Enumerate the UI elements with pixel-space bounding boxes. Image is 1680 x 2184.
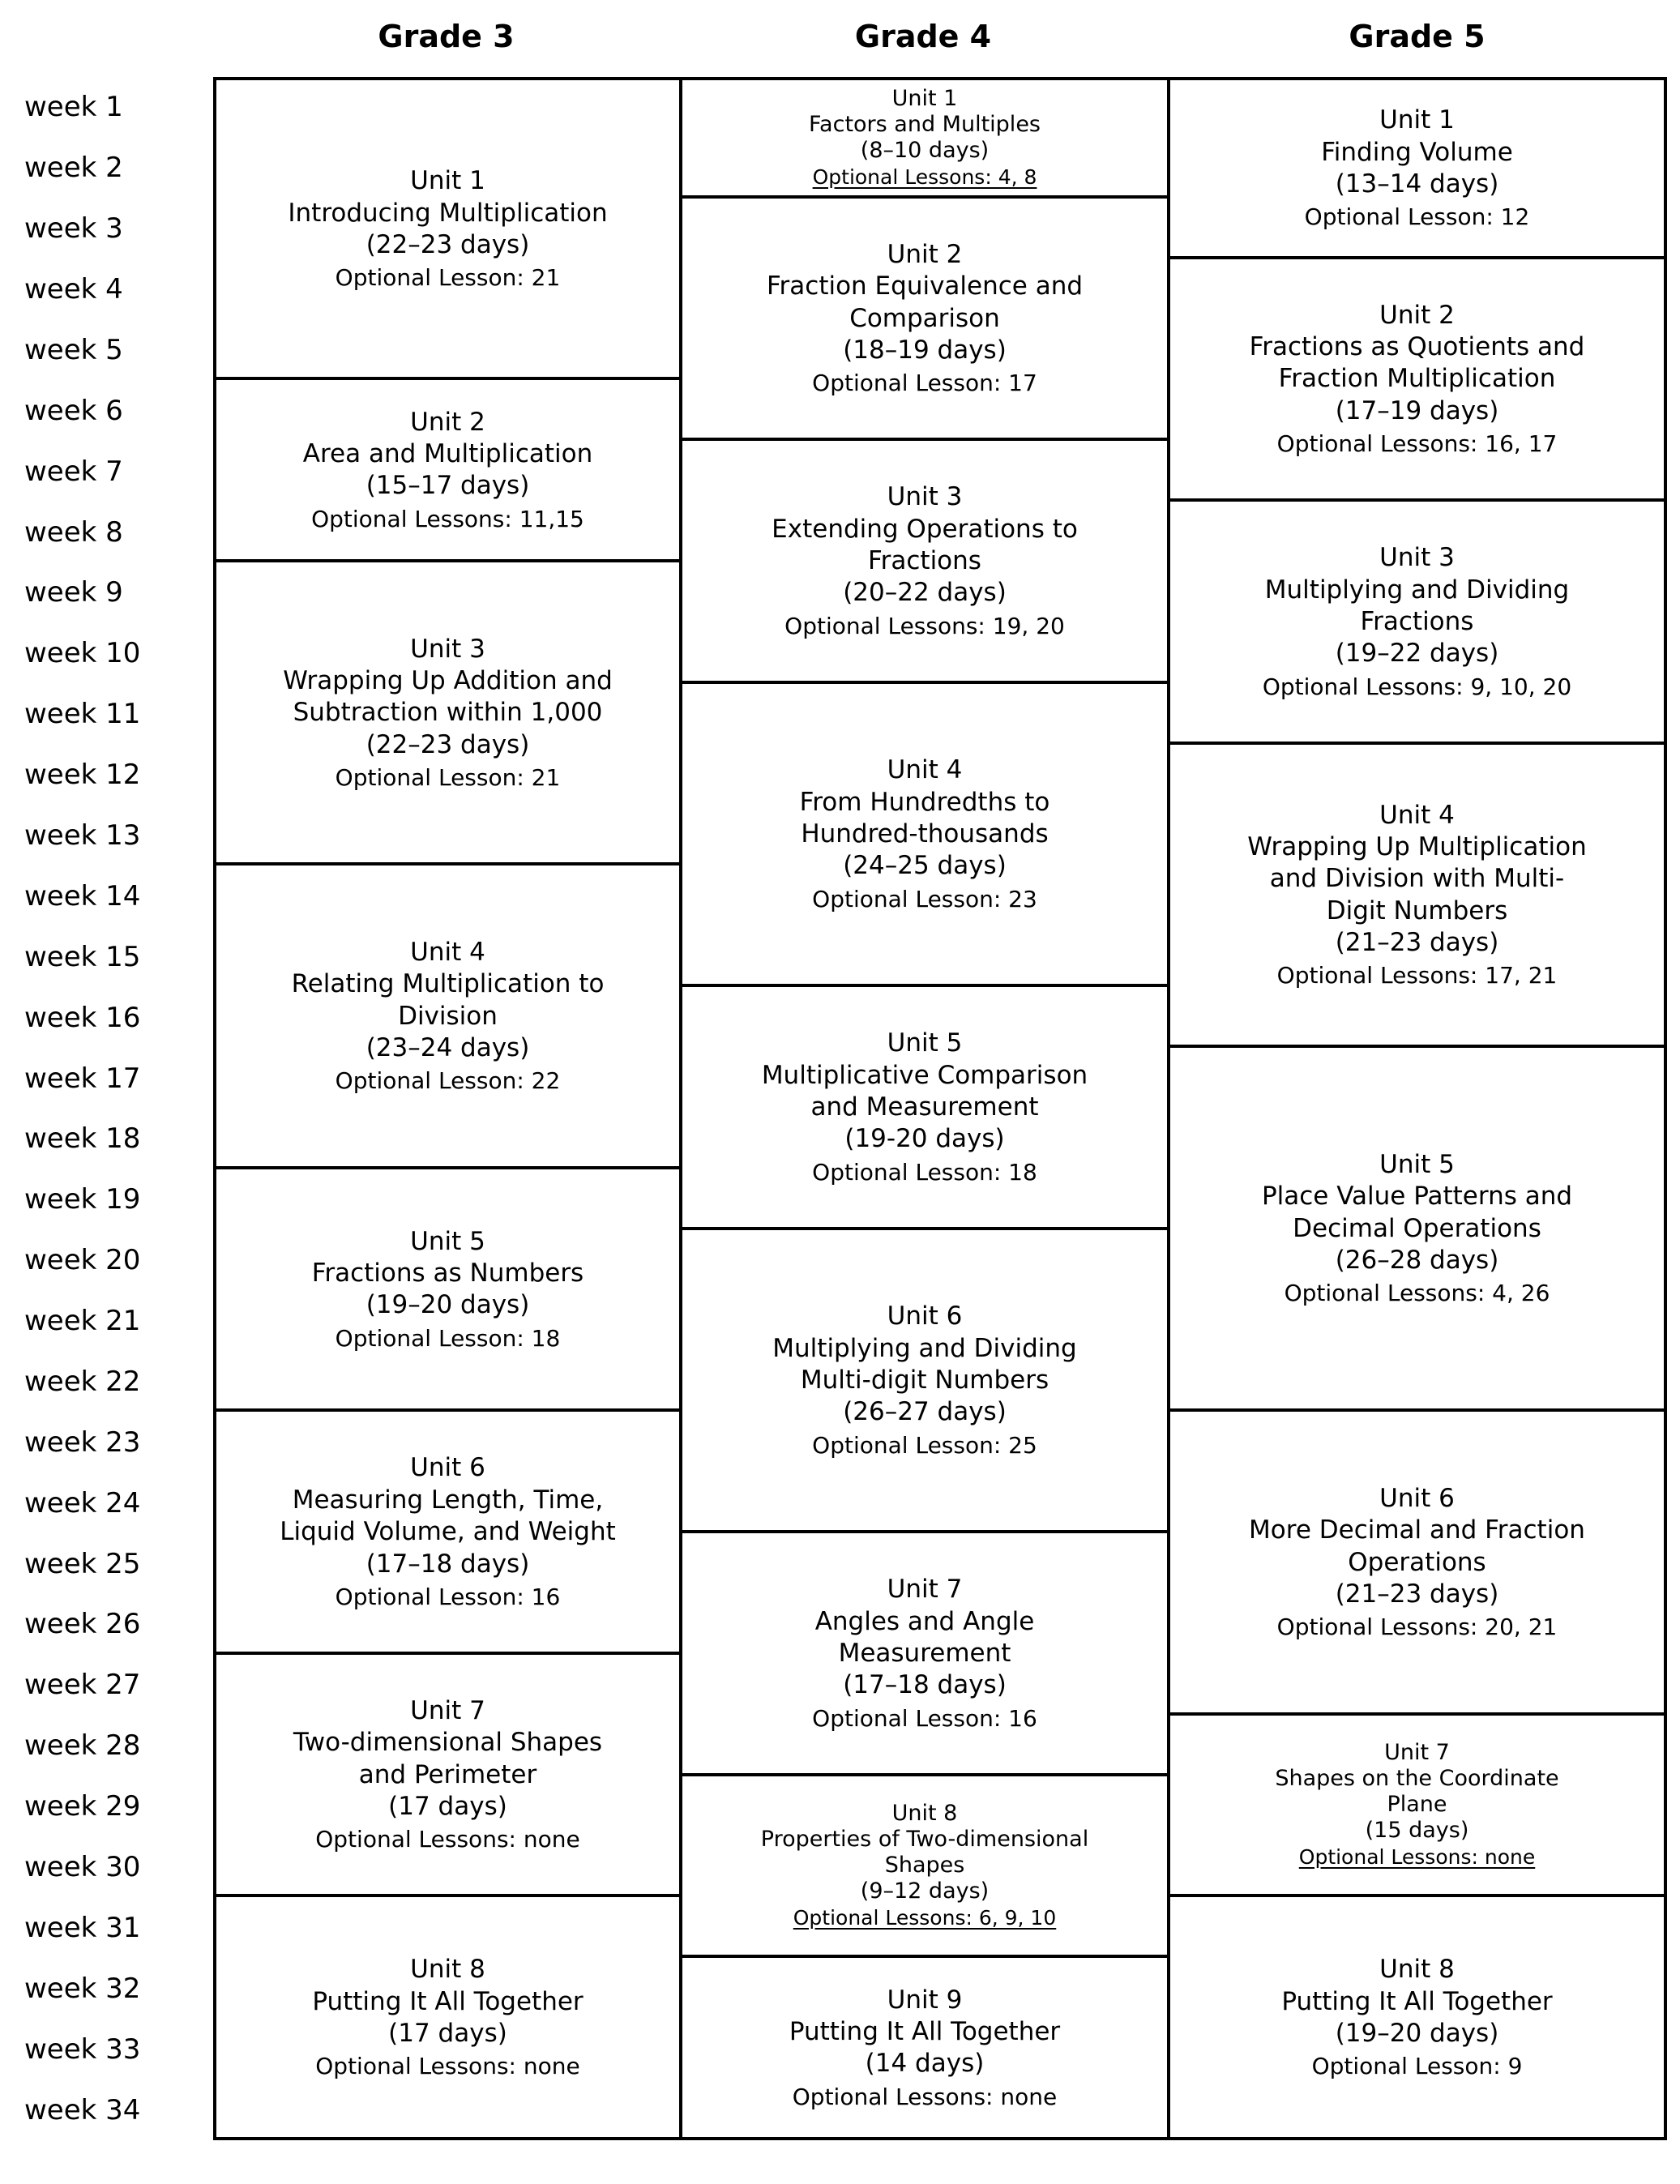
unit-optional-lessons: Optional Lesson: 25 [812, 1431, 1037, 1459]
unit-optional-lessons: Optional Lessons: 6, 9, 10 [793, 1905, 1057, 1930]
unit-cell [1167, 1412, 1667, 1715]
unit-optional-lessons: Optional Lesson: 17 [812, 370, 1037, 397]
unit-text-line: From Hundredths to [799, 787, 1050, 817]
grade-header: Grade 4 [854, 18, 992, 54]
week-label: week 2 [24, 152, 123, 185]
unit-optional-lessons: Optional Lessons: none [315, 1826, 580, 1853]
unit-optional-lessons: Optional Lessons: 4, 26 [1284, 1280, 1550, 1307]
unit-text-line: (15–17 days) [365, 471, 530, 501]
unit-text-line: Fraction Multiplication [1278, 364, 1556, 394]
unit-optional-lessons: Optional Lesson: 18 [812, 1158, 1037, 1186]
unit-text-line: (13–14 days) [1335, 169, 1499, 199]
unit-number-line: Unit 6 [887, 1301, 963, 1331]
unit-text-line: Area and Multiplication [302, 439, 593, 469]
unit-text-line: Two-dimensional Shapes [293, 1728, 603, 1758]
unit-text-line: Fractions [868, 546, 981, 576]
unit-cell [213, 1655, 679, 1898]
unit-text-line: Factors and Multiples [809, 111, 1041, 137]
grade-header: Grade 3 [378, 18, 515, 54]
week-label: week 6 [24, 394, 123, 427]
unit-cell [1167, 77, 1667, 259]
unit-cell [213, 562, 679, 865]
grade-header: Grade 5 [1349, 18, 1485, 54]
unit-text-line: and Measurement [810, 1092, 1039, 1122]
unit-text-line: Putting It All Together [312, 1986, 584, 2016]
unit-optional-lessons: Optional Lesson: 12 [1304, 203, 1530, 231]
unit-text-line: (18–19 days) [843, 335, 1007, 365]
week-label: week 7 [24, 455, 123, 488]
week-label: week 33 [24, 2032, 141, 2066]
unit-text-line: Shapes [884, 1852, 965, 1878]
unit-cell [1167, 1897, 1667, 2140]
unit-cell [679, 1776, 1167, 1959]
unit-text-line: Division [398, 1001, 498, 1031]
week-label: week 30 [24, 1851, 141, 1884]
unit-cell [1167, 1716, 1667, 1898]
unit-text-line: Multiplying and Dividing [772, 1333, 1077, 1363]
unit-text-line: (19–20 days) [365, 1290, 530, 1320]
unit-cell [213, 1412, 679, 1655]
week-label: week 25 [24, 1547, 141, 1580]
unit-text-line: (21–23 days) [1335, 1579, 1499, 1609]
unit-cell [679, 1533, 1167, 1776]
week-label: week 22 [24, 1365, 141, 1398]
unit-number-line: Unit 9 [887, 1985, 963, 2015]
week-label: week 11 [24, 698, 141, 731]
week-label: week 13 [24, 819, 141, 853]
unit-number-line: Unit 8 [891, 1801, 958, 1827]
unit-number-line: Unit 2 [410, 407, 485, 437]
unit-text-line: Fractions as Numbers [311, 1258, 584, 1288]
unit-text-line: Hundred-thousands [801, 819, 1049, 849]
week-label: week 27 [24, 1669, 141, 1702]
unit-text-line: (15 days) [1365, 1817, 1469, 1843]
unit-number-line: Unit 2 [1379, 300, 1455, 330]
unit-text-line: and Division with Multi- [1269, 864, 1565, 894]
unit-text-line: Finding Volume [1321, 137, 1513, 167]
unit-optional-lessons: Optional Lessons: 19, 20 [784, 612, 1065, 639]
unit-number-line: Unit 7 [410, 1695, 485, 1725]
unit-text-line: (8–10 days) [860, 137, 990, 163]
week-label: week 17 [24, 1062, 141, 1095]
unit-text-line: Introducing Multiplication [288, 198, 608, 228]
unit-text-line: Extending Operations to [772, 514, 1078, 544]
unit-text-line: (20–22 days) [843, 578, 1007, 608]
week-label: week 5 [24, 333, 123, 366]
unit-text-line: Multiplying and Dividing [1264, 575, 1570, 605]
unit-text-line: (14 days) [865, 2049, 985, 2079]
unit-text-line: (19–22 days) [1335, 639, 1499, 669]
unit-number-line: Unit 5 [1379, 1150, 1455, 1180]
unit-optional-lessons: Optional Lessons: 20, 21 [1276, 1613, 1558, 1641]
unit-text-line: (24–25 days) [843, 851, 1007, 881]
unit-text-line: (17 days) [388, 2018, 507, 2048]
unit-text-line: Place Value Patterns and [1261, 1182, 1573, 1212]
week-label: week 18 [24, 1122, 141, 1156]
unit-text-line: Subtraction within 1,000 [293, 698, 603, 728]
unit-text-line: Measurement [838, 1638, 1011, 1668]
week-label: week 26 [24, 1608, 141, 1641]
unit-text-line: Putting It All Together [1281, 1986, 1553, 2016]
unit-number-line: Unit 4 [410, 937, 485, 967]
unit-text-line: (26–27 days) [843, 1397, 1007, 1427]
unit-text-line: More Decimal and Fraction [1249, 1515, 1585, 1545]
unit-optional-lessons: Optional Lesson: 9 [1311, 2053, 1523, 2080]
unit-number-line: Unit 1 [891, 85, 958, 111]
unit-text-line: Multiplicative Comparison [761, 1060, 1088, 1090]
unit-text-line: Measuring Length, Time, [292, 1485, 604, 1515]
week-label: week 10 [24, 637, 141, 670]
unit-number-line: Unit 6 [1379, 1483, 1455, 1513]
unit-text-line: (19–20 days) [1335, 2018, 1499, 2048]
unit-text-line: Liquid Volume, and Weight [280, 1517, 616, 1547]
unit-text-line: (22–23 days) [365, 729, 530, 759]
week-label: week 24 [24, 1486, 141, 1519]
unit-number-line: Unit 1 [1379, 105, 1455, 135]
week-label: week 12 [24, 759, 141, 792]
unit-optional-lessons: Optional Lessons: 9, 10, 20 [1262, 673, 1572, 700]
unit-cell [213, 77, 679, 380]
unit-text-line: (17–18 days) [365, 1549, 530, 1579]
unit-optional-lessons: Optional Lessons: 11,15 [311, 505, 584, 532]
week-label: week 3 [24, 212, 123, 246]
unit-optional-lessons: Optional Lessons: none [792, 2083, 1058, 2110]
unit-text-line: Operations [1348, 1547, 1486, 1577]
unit-number-line: Unit 5 [410, 1226, 485, 1256]
week-label: week 29 [24, 1790, 141, 1823]
unit-text-line: Properties of Two-dimensional [760, 1827, 1089, 1853]
unit-text-line: Digit Numbers [1326, 895, 1508, 925]
unit-number-line: Unit 3 [410, 634, 485, 664]
week-label: week 15 [24, 940, 141, 973]
unit-text-line: Plane [1387, 1792, 1447, 1818]
week-label: week 19 [24, 1183, 141, 1216]
unit-cell [679, 199, 1167, 442]
unit-cell [1167, 259, 1667, 502]
week-label: week 16 [24, 1001, 141, 1034]
unit-text-line: Decimal Operations [1293, 1213, 1541, 1243]
unit-number-line: Unit 2 [887, 239, 963, 269]
unit-number-line: Unit 4 [887, 755, 963, 785]
unit-number-line: Unit 4 [1379, 800, 1455, 830]
unit-text-line: Multi-digit Numbers [800, 1365, 1049, 1395]
week-label: week 14 [24, 879, 141, 912]
unit-optional-lessons: Optional Lessons: none [1298, 1844, 1536, 1869]
unit-number-line: Unit 1 [410, 166, 485, 196]
week-label: week 8 [24, 515, 123, 549]
unit-cell [1167, 502, 1667, 745]
unit-optional-lessons: Optional Lesson: 16 [812, 1704, 1037, 1732]
unit-number-line: Unit 6 [410, 1453, 485, 1483]
week-label: week 4 [24, 273, 123, 306]
unit-optional-lessons: Optional Lessons: 16, 17 [1276, 430, 1558, 458]
week-label: week 23 [24, 1425, 141, 1459]
unit-text-line: (17 days) [388, 1792, 507, 1822]
unit-optional-lessons: Optional Lesson: 22 [335, 1067, 561, 1095]
week-label: week 20 [24, 1244, 141, 1277]
unit-number-line: Unit 8 [1379, 1955, 1455, 1985]
unit-text-line: Fractions as Quotients and [1249, 332, 1585, 362]
unit-text-line: Wrapping Up Multiplication [1247, 831, 1587, 861]
week-label: week 9 [24, 576, 123, 609]
unit-text-line: and Perimeter [358, 1759, 537, 1789]
unit-text-line: Fraction Equivalence and [766, 271, 1084, 301]
unit-number-line: Unit 7 [887, 1575, 963, 1605]
unit-optional-lessons: Optional Lessons: 4, 8 [812, 165, 1037, 189]
week-label: week 34 [24, 2093, 141, 2126]
unit-text-line: Angles and Angle [814, 1606, 1035, 1636]
unit-text-line: Fractions [1360, 606, 1474, 636]
unit-cell [679, 684, 1167, 987]
unit-optional-lessons: Optional Lesson: 18 [335, 1324, 561, 1352]
unit-optional-lessons: Optional Lesson: 23 [812, 885, 1037, 912]
unit-number-line: Unit 5 [887, 1028, 963, 1058]
unit-cell [1167, 1048, 1667, 1412]
unit-text-line: (17–18 days) [843, 1670, 1007, 1700]
unit-cell [1167, 745, 1667, 1048]
unit-text-line: (22–23 days) [365, 229, 530, 259]
unit-text-line: Wrapping Up Addition and [283, 665, 613, 695]
unit-text-line: (21–23 days) [1335, 927, 1499, 957]
unit-cell [213, 1169, 679, 1413]
unit-optional-lessons: Optional Lessons: none [315, 2053, 580, 2080]
week-label: week 1 [24, 91, 123, 124]
unit-text-line: Shapes on the Coordinate [1275, 1766, 1559, 1792]
week-label: week 31 [24, 1911, 141, 1944]
week-label: week 32 [24, 1972, 141, 2005]
unit-text-line: Relating Multiplication to [291, 969, 605, 999]
unit-number-line: Unit 3 [887, 482, 963, 512]
unit-cell [679, 1230, 1167, 1533]
unit-text-line: (9–12 days) [860, 1878, 990, 1904]
unit-cell [213, 1897, 679, 2140]
unit-optional-lessons: Optional Lesson: 16 [335, 1583, 561, 1610]
unit-text-line: (17–19 days) [1335, 395, 1499, 425]
unit-optional-lessons: Optional Lessons: 17, 21 [1276, 962, 1558, 989]
unit-number-line: Unit 8 [410, 1955, 485, 1985]
unit-cell [213, 380, 679, 562]
unit-optional-lessons: Optional Lesson: 21 [335, 264, 561, 292]
week-label: week 21 [24, 1305, 141, 1338]
unit-text-line: (19-20 days) [844, 1124, 1005, 1154]
unit-optional-lessons: Optional Lesson: 21 [335, 763, 561, 791]
unit-text-line: (26–28 days) [1335, 1246, 1499, 1276]
unit-text-line: Comparison [849, 303, 1000, 333]
unit-number-line: Unit 7 [1384, 1740, 1450, 1766]
unit-cell [679, 987, 1167, 1230]
unit-number-line: Unit 3 [1379, 543, 1455, 573]
unit-cell [213, 865, 679, 1169]
unit-text-line: (23–24 days) [365, 1033, 530, 1063]
unit-cell [679, 1958, 1167, 2140]
week-label: week 28 [24, 1729, 141, 1763]
unit-cell [679, 441, 1167, 684]
unit-text-line: Putting It All Together [789, 2016, 1061, 2046]
unit-cell [679, 77, 1167, 199]
